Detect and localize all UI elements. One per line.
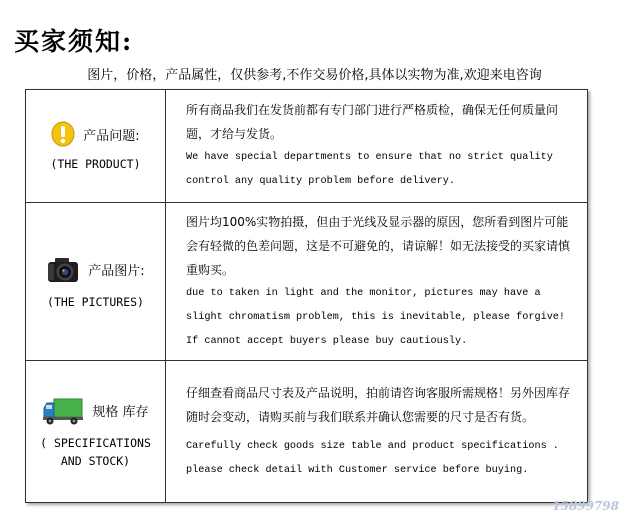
table-row	[26, 203, 588, 361]
row-text-en: due to taken in light and the monitor, pictures may have a	[186, 287, 541, 299]
camera-icon	[46, 255, 80, 285]
notice-table	[25, 89, 588, 503]
row-text-en: control any quality problem before delivery.	[186, 176, 455, 187]
row-text-cn: 图片均100%实物拍摄，但由于光线及显示器的原因，您所看到图片可能会有轻微的色差问题，这是不可避免的，请谅解！如无法接受的买家请慎重购买。	[186, 214, 571, 277]
row-label-cell	[26, 203, 166, 361]
row-label-cell	[26, 361, 166, 503]
row-label-cn: 规格 库存	[92, 405, 149, 420]
row-text-en: If cannot accept buyers please buy cautiously.	[186, 335, 468, 347]
row-text-en: We have special departments to ensure that no strict quality	[186, 152, 553, 163]
subtitle: 图片，价格，产品属性，仅供参考,不作交易价格,具体以实物为准,欢迎来电咨询	[87, 68, 542, 83]
row-label-cn: 产品问题:	[83, 128, 140, 144]
row-label-en: (THE PRODUCT)	[50, 157, 141, 171]
row-label-cn: 产品图片:	[88, 264, 145, 279]
row-text-cn: 仔细查看商品尺寸表及产品说明，拍前请咨询客服所需规格！另外因库存随时会变动，请购买前与我们联系并确认您需要的尺寸是否有货。	[186, 385, 571, 424]
table-row	[26, 90, 588, 203]
row-label-cell	[26, 90, 166, 203]
delivery-truck-icon	[42, 396, 84, 426]
row-text-en: Carefully check goods size table and product specifications .	[186, 440, 559, 452]
row-label-en: ( SPECIFICATIONS	[40, 435, 151, 450]
row-label-en: (THE PICTURES)	[47, 294, 144, 309]
row-text-en: slight chromatism problem, this is inevitable, please forgive!	[186, 311, 566, 323]
row-content-cell	[166, 361, 588, 503]
row-text-en: please check detail with Customer service before buying.	[186, 464, 529, 476]
watermark: 15899798	[552, 499, 619, 513]
row-content-cell	[166, 203, 588, 361]
page-title: 买家须知:	[14, 27, 134, 56]
row-content-cell	[166, 90, 588, 203]
warning-icon	[51, 121, 75, 147]
row-label-en: AND STOCK)	[60, 453, 131, 468]
table-row	[26, 361, 588, 503]
row-text-cn: 所有商品我们在发货前都有专门部门进行严格质检，确保无任何质量问题，才给与发货。	[186, 103, 559, 141]
